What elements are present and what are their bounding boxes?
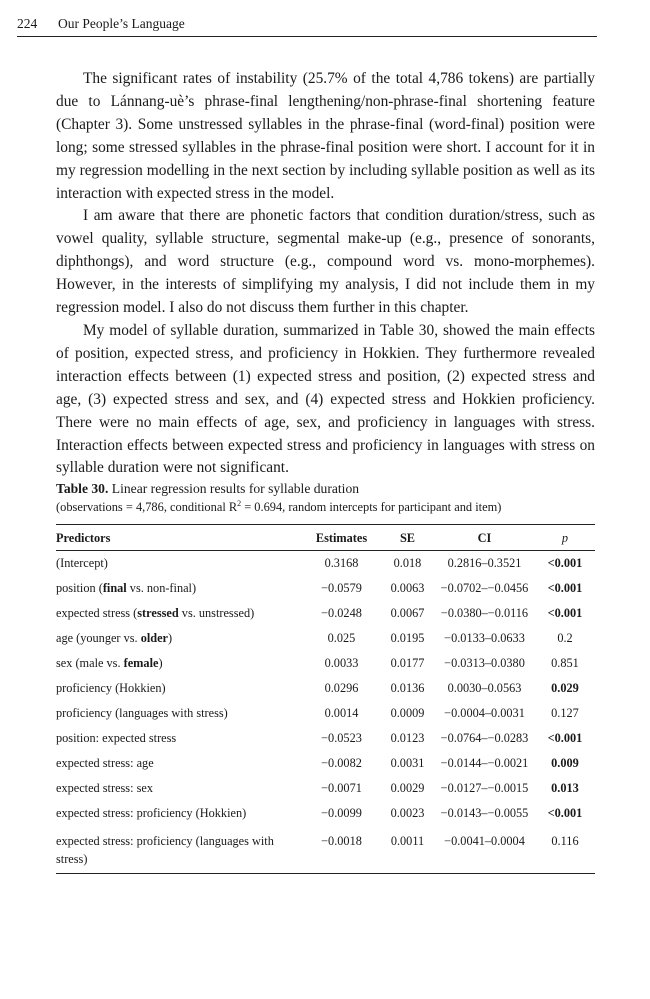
p-value-cell: 0.029 — [551, 681, 579, 695]
ci-cell: −0.0127–−0.0015 — [440, 781, 529, 795]
ci-cell: −0.0004–0.0031 — [444, 706, 525, 720]
se-cell: 0.0195 — [390, 631, 425, 645]
header-predictors: Predictors — [56, 525, 302, 551]
se-cell: 0.018 — [393, 556, 422, 570]
estimate-cell: −0.0523 — [321, 731, 362, 745]
predictor-cell — [56, 576, 302, 601]
header-se: SE — [381, 525, 434, 551]
table-title: Linear regression results for syllable duration — [111, 481, 360, 496]
predictor-text: (Intercept) — [56, 556, 108, 570]
predictor-level-bold: stressed — [137, 606, 179, 620]
estimate-cell: −0.0071 — [321, 781, 362, 795]
page-number: 224 — [17, 16, 38, 31]
se-cell: 0.0031 — [390, 756, 425, 770]
paragraph: My model of syllable duration, summarized in Table 30, showed the main effects of position, expected stress, and proficiency in Hokkien. They furthermore revealed interaction effects between (1) expected stress and position, (2) expected stress and age, (3) expected stress and sex, and (4) expected stress and Hokkien proficiency. There were no main effects of age, sex, and proficiency in languages with stress. Interaction effects between expected stress and proficiency in languages with stress on syllable duration were not significant. — [56, 321, 595, 477]
p-value-cell: 0.013 — [551, 781, 579, 795]
table-row — [56, 701, 595, 726]
p-value-cell: <0.001 — [547, 731, 583, 745]
table-row — [56, 801, 595, 826]
estimate-cell: −0.0248 — [321, 606, 362, 620]
se-cell: 0.0063 — [390, 581, 425, 595]
predictor-text: expected stress: proficiency (Hokkien) — [56, 806, 247, 820]
ci-cell: −0.0702–−0.0456 — [440, 581, 529, 595]
paragraph: I am aware that there are phonetic factors that condition duration/stress, such as vowel quality, syllable structure, segmental make-up (e.g., presence of sonorants, diphthongs), and word structure (e.g., compound word vs. mono-morphemes). However, in the interests of simplifying my analysis, I did not include them in my regression model. I also do not discuss them further in this chapter. — [56, 207, 595, 317]
predictor-text-end: vs. unstressed) — [178, 606, 255, 620]
p-value-cell: 0.009 — [551, 756, 579, 770]
se-cell: 0.0009 — [390, 706, 425, 720]
predictor-text: expected stress ( — [56, 606, 138, 620]
p-value-cell: 0.851 — [551, 656, 579, 670]
se-cell: 0.0177 — [390, 656, 425, 670]
table-row — [56, 751, 595, 776]
predictor-text: expected stress: proficiency (languages with stress) — [56, 834, 274, 866]
ci-cell: 0.0030–0.0563 — [447, 681, 522, 695]
predictor-cell — [56, 651, 302, 676]
table-row — [56, 626, 595, 651]
predictor-text: position ( — [56, 581, 103, 595]
body-text — [56, 68, 595, 480]
estimate-cell: −0.0082 — [321, 756, 362, 770]
predictor-cell — [56, 626, 302, 651]
p-value-cell: 0.127 — [551, 706, 579, 720]
predictor-cell — [56, 676, 302, 701]
ci-cell: −0.0313–0.0380 — [444, 656, 525, 670]
p-value-cell: <0.001 — [547, 581, 583, 595]
predictor-text-end: ) — [158, 656, 163, 670]
estimate-cell: 0.3168 — [324, 556, 359, 570]
estimate-cell: −0.0018 — [302, 826, 381, 874]
paragraph: The significant rates of instability (25.7% of the total 4,786 tokens) are partially due to Lánnang-uè’s phrase-final lengthening/non-phrase-final shortening feature (Chapter 3). Some unstressed syllables in the phrase-final (word-final) position were long; some stressed syllables in the phrase-final position were short. I account for it in my regression modelling in the next section by including syllable position as well as its interaction with expected stress in the model. — [56, 70, 595, 202]
running-title: Our People’s Language — [58, 16, 185, 31]
se-cell: 0.0029 — [390, 781, 425, 795]
table-row — [56, 551, 595, 577]
regression-table — [56, 524, 595, 874]
header-ci: CI — [434, 525, 535, 551]
p-value-cell: <0.001 — [547, 556, 583, 570]
header-estimates: Estimates — [302, 525, 381, 551]
predictor-cell — [56, 701, 302, 726]
predictor-text: sex (male vs. — [56, 656, 124, 670]
table-row — [56, 576, 595, 601]
estimate-cell: −0.0579 — [321, 581, 362, 595]
ci-cell: 0.2816–0.3521 — [447, 556, 522, 570]
table-note-sup: 2 — [237, 498, 242, 508]
predictor-text: position: expected stress — [56, 731, 177, 745]
estimate-cell: 0.0014 — [324, 706, 359, 720]
predictor-text: age (younger vs. — [56, 631, 141, 645]
predictor-text: proficiency (Hokkien) — [56, 681, 166, 695]
p-value-cell: <0.001 — [547, 806, 583, 820]
predictor-cell — [56, 726, 302, 751]
estimate-cell: 0.025 — [327, 631, 356, 645]
estimate-cell: 0.0296 — [324, 681, 359, 695]
table-row — [56, 776, 595, 801]
predictor-level-bold: older — [140, 631, 169, 645]
predictor-text-end: vs. non-final) — [126, 581, 197, 595]
predictor-cell — [56, 801, 302, 826]
estimate-cell: 0.0033 — [324, 656, 359, 670]
se-cell: 0.0136 — [390, 681, 425, 695]
p-value-cell: 0.116 — [535, 826, 595, 874]
se-cell: 0.0023 — [390, 806, 425, 820]
table-header-row — [56, 525, 595, 551]
table-row — [56, 726, 595, 751]
p-value-cell: 0.2 — [557, 631, 573, 645]
table-label: Table 30. — [56, 481, 109, 496]
predictor-cell — [56, 751, 302, 776]
predictor-cell — [56, 826, 302, 874]
table-row — [56, 676, 595, 701]
predictor-text: proficiency (languages with stress) — [56, 706, 228, 720]
table-note-b: = 0.694, random intercepts for participant and item) — [241, 500, 502, 514]
predictor-text: expected stress: age — [56, 756, 154, 770]
se-cell: 0.0123 — [390, 731, 425, 745]
predictor-cell — [56, 601, 302, 626]
ci-cell: −0.0133–0.0633 — [444, 631, 525, 645]
predictor-level-bold: female — [123, 656, 159, 670]
ci-cell: −0.0380–−0.0116 — [440, 606, 529, 620]
predictor-cell — [56, 551, 302, 577]
ci-cell: −0.0144–−0.0021 — [440, 756, 529, 770]
table-caption — [56, 479, 595, 516]
running-header — [17, 14, 597, 37]
predictor-text-end: ) — [168, 631, 173, 645]
p-value-cell: <0.001 — [547, 606, 583, 620]
se-cell: 0.0067 — [390, 606, 425, 620]
ci-cell: −0.0764–−0.0283 — [440, 731, 529, 745]
predictor-level-bold: final — [102, 581, 127, 595]
se-cell: 0.0011 — [381, 826, 434, 874]
ci-cell: −0.0041–0.0004 — [434, 826, 535, 874]
table-note-a: (observations = 4,786, conditional R — [56, 500, 238, 514]
predictor-text: expected stress: sex — [56, 781, 153, 795]
table-row — [56, 601, 595, 626]
estimate-cell: −0.0099 — [321, 806, 362, 820]
predictor-cell — [56, 776, 302, 801]
header-p: p — [535, 525, 595, 551]
table-row — [56, 651, 595, 676]
ci-cell: −0.0143–−0.0055 — [440, 806, 529, 820]
table-note — [56, 498, 595, 516]
table-row — [56, 826, 595, 874]
